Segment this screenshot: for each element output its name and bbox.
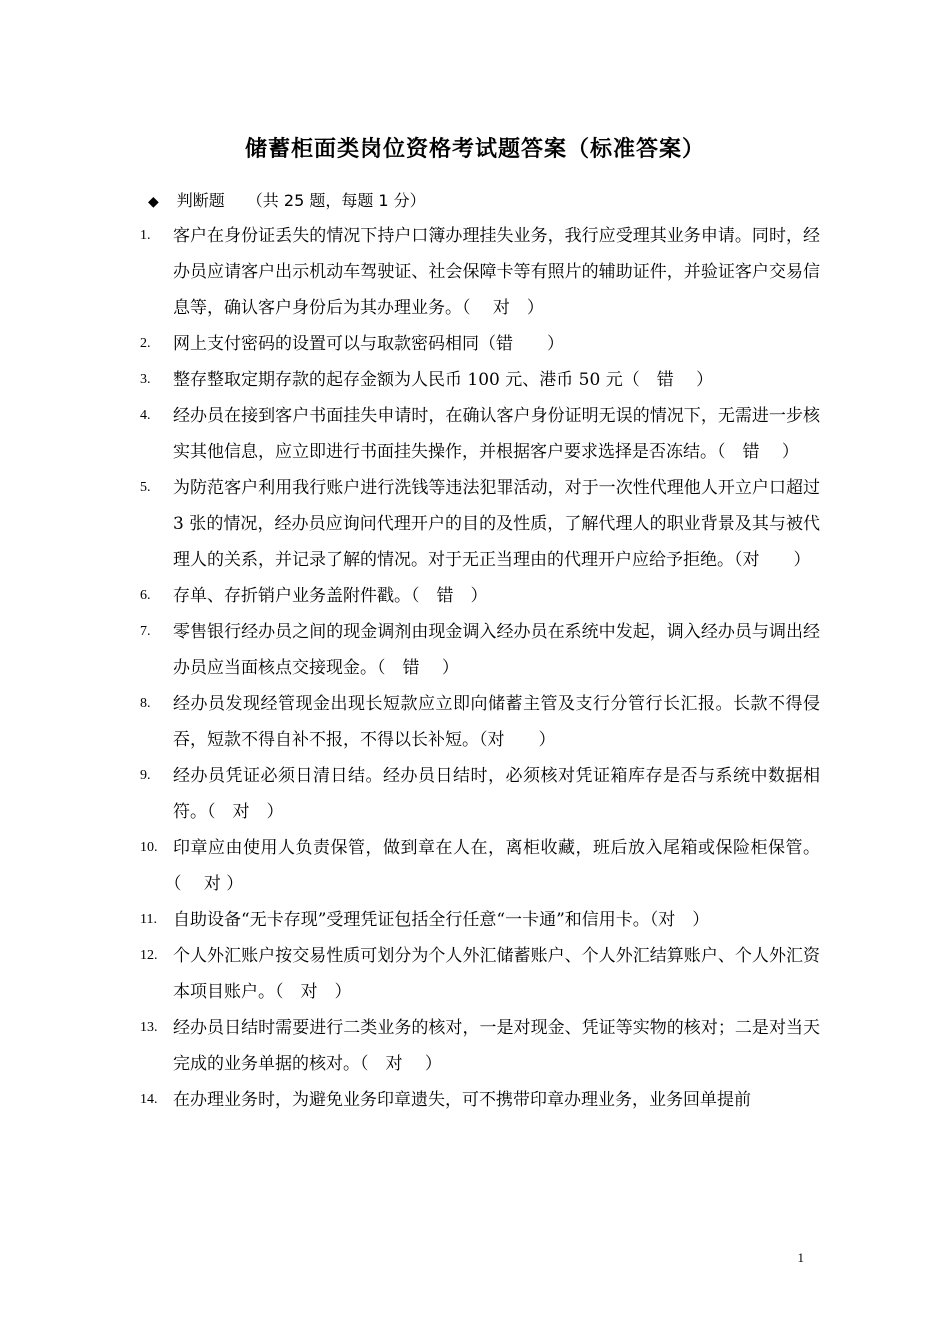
- question-answer: （ 错 ）: [717, 442, 799, 462]
- question-answer: （对 ）: [649, 910, 710, 930]
- question-answer: （ 对 ）: [207, 802, 284, 822]
- question-number: 11.: [140, 912, 157, 927]
- question-answer: （ 对 ）: [275, 982, 352, 1002]
- question-answer: （ 错 ）: [411, 586, 488, 606]
- question-answer: （ 错 ）: [622, 370, 714, 390]
- document-title: 储蓄柜面类岗位资格考试题答案（标准答案）: [244, 137, 705, 162]
- question-text: 个人外汇账户按交易性质可划分为个人外汇储蓄账户、个人外汇结算账户、个人外汇资本项目账户。: [173, 946, 820, 1002]
- question-item: [140, 686, 820, 758]
- diamond-bullet-icon: ◆: [148, 194, 159, 210]
- question-text: 经办员凭证必须日清日结。经办员日结时，必须核对凭证箱库存是否与系统中数据相符。: [173, 766, 820, 822]
- question-list: [140, 218, 820, 1118]
- question-answer: （对 ）: [734, 550, 811, 570]
- question-item: [140, 470, 820, 578]
- question-number: 8.: [140, 696, 151, 711]
- question-answer: （ 对 ）: [360, 1054, 442, 1074]
- question-item: [140, 1082, 820, 1118]
- question-item: [140, 938, 820, 1010]
- question-number: 9.: [140, 768, 151, 783]
- question-text: 印章应由使用人负责保管，做到章在人在，离柜收藏，班后放入尾箱或保险柜保管。: [173, 838, 820, 858]
- question-item: [140, 398, 820, 470]
- page-number: 1: [797, 1250, 804, 1265]
- question-item: [140, 1010, 820, 1082]
- question-number: 14.: [140, 1092, 158, 1107]
- question-number: 13.: [140, 1020, 158, 1035]
- question-item: [140, 362, 820, 398]
- question-text: 存单、存折销户业务盖附件戳。: [173, 586, 411, 606]
- question-answer: （对 ）: [479, 730, 556, 750]
- question-item: [140, 578, 820, 614]
- question-number: 1.: [140, 228, 151, 243]
- question-item: [140, 830, 820, 902]
- question-item: [140, 218, 820, 326]
- question-number: 6.: [140, 588, 151, 603]
- section-note: （共 25 题，每题 1 分）: [246, 191, 426, 210]
- question-text: 经办员在接到客户书面挂失申请时，在确认客户身份证明无误的情况下，无需进一步核实其他信息，应立即进行书面挂失操作，并根据客户要求选择是否冻结。: [173, 406, 820, 462]
- question-number: 5.: [140, 480, 151, 495]
- question-item: [140, 614, 820, 686]
- question-number: 4.: [140, 408, 151, 423]
- question-answer: （ 对 ）: [462, 298, 544, 318]
- question-text: 零售银行经办员之间的现金调剂由现金调入经办员在系统中发起，调入经办员与调出经办员应当面核点交接现金。: [173, 622, 820, 678]
- question-number: 2.: [140, 336, 151, 351]
- question-item: [140, 902, 820, 938]
- question-number: 12.: [140, 948, 158, 963]
- question-text: 在办理业务时，为避免业务印章遗失，可不携带印章办理业务，业务回单提前: [173, 1090, 751, 1110]
- section-heading: [148, 188, 426, 211]
- question-text: 整存整取定期存款的起存金额为人民币 100 元、港币 50 元: [173, 370, 623, 390]
- question-text: 经办员发现经管现金出现长短款应立即向储蓄主管及支行分管行长汇报。长款不得侵吞，短款不得自补不报，不得以长补短。: [173, 694, 820, 750]
- question-item: [140, 326, 820, 362]
- question-text: 自助设备“无卡存现”受理凭证包括全行任意“一卡通”和信用卡。: [173, 910, 650, 930]
- question-text: 客户在身份证丢失的情况下持户口簿办理挂失业务，我行应受理其业务申请。同时，经办员应请客户出示机动车驾驶证、社会保障卡等有照片的辅助证件，并验证客户交易信息等，确认客户身份后为其办理业务。: [173, 226, 820, 318]
- question-answer: （错 ）: [479, 334, 564, 354]
- question-item: [140, 758, 820, 830]
- question-text: 为防范客户利用我行账户进行洗钱等违法犯罪活动，对于一次性代理他人开立户口超过 3 张的情况，经办员应询问代理开户的目的及性质，了解代理人的职业背景及其与被代理人的关系，并记录了解的情况。对于无正当理由的代理开户应给予拒绝。: [173, 478, 820, 570]
- question-number: 3.: [140, 372, 151, 387]
- question-text: 网上支付密码的设置可以与取款密码相同: [173, 334, 479, 354]
- section-label: 判断题: [176, 191, 225, 210]
- question-number: 10.: [140, 840, 158, 855]
- question-answer: （ 错 ）: [377, 658, 459, 678]
- question-answer: （ 对 ）: [173, 874, 244, 894]
- question-number: 7.: [140, 624, 151, 639]
- question-text: 经办员日结时需要进行二类业务的核对，一是对现金、凭证等实物的核对；二是对当天完成的业务单据的核对。: [173, 1018, 820, 1074]
